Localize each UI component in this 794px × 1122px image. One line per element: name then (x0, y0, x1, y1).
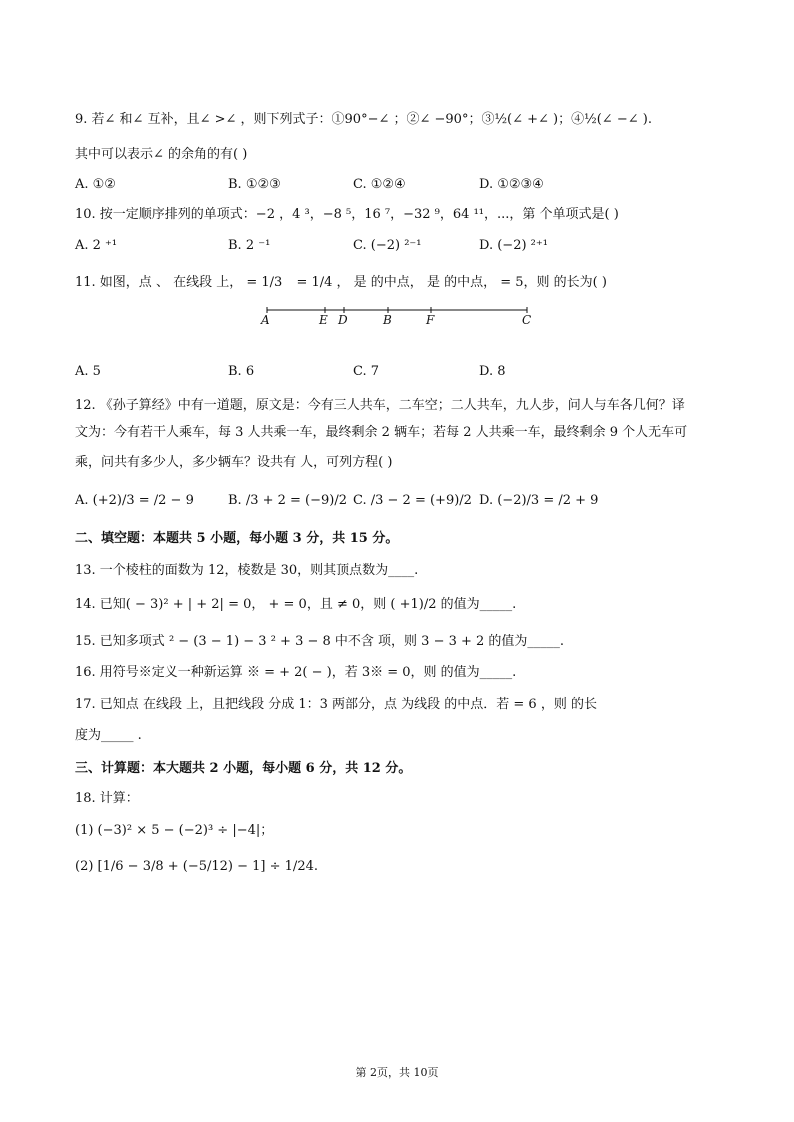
point-label-a: A (261, 313, 270, 327)
q13: 13. 一个棱柱的面数为 12，棱数是 30，则其顶点数为____. (75, 563, 419, 578)
q14: 14. 已知( − 3)² + | + 2| = 0， + = 0，且 ≠ 0，则 ( +1)/2 的值为_____. (75, 597, 517, 612)
q11-text-c: = 1/4 (296, 275, 333, 290)
q15: 15. 已知多项式 ² − (3 − 1) − 3 ² + 3 − 8 中不含 项，则 3 − 3 + 2 的值为_____. (75, 634, 565, 649)
q9-option-c: C. ①②④ (353, 177, 406, 192)
q18-title: 18. 计算： (75, 791, 139, 806)
q12-line2: 文为：今有若干人乘车，每 3 人共乘一车，最终剩余 2 辆车；若每 2 人共乘一车，最终剩余 9 个人无车可 (75, 425, 688, 440)
q12-option-d: D. (−2)/3 = /2 + 9 (479, 493, 599, 508)
q18-part1: (1) (−3)² × 5 − (−2)³ ÷ |−4|； (75, 823, 274, 838)
q10-option-d: D. (−2) ²⁺¹ (479, 238, 548, 253)
q12-option-b: B. /3 + 2 = (−9)/2 (228, 493, 348, 508)
point-label-d: D (338, 313, 348, 327)
q9-line1: 9. 若∠ 和∠ 互补，且∠ >∠ ，则下列式子：①90°−∠ ；②∠ −90°；③½(∠ +∠ )；④½(∠ −∠ ). (75, 112, 652, 127)
q11-option-a: A. 5 (75, 364, 101, 379)
q10-option-b: B. 2 ⁻¹ (228, 238, 271, 253)
q16: 16. 用符号※定义一种新运算 ※ = + 2( − )，若 3※ = 0，则 的值为_____. (75, 665, 517, 680)
q17-line2: 度为_____ . (75, 728, 142, 743)
q9-option-d: D. ①②③④ (479, 177, 544, 192)
q12-option-c: C. /3 − 2 = (+9)/2 (353, 493, 472, 508)
q11-segment-figure (255, 300, 545, 330)
point-label-b: B (383, 313, 392, 327)
q11-text-a: 11. 如图，点 、 在线段 上， (75, 275, 243, 290)
q9-option-b: B. ①②③ (228, 177, 281, 192)
point-label-e: E (319, 313, 328, 327)
q18-part2: (2) [1/6 − 3/8 + (−5/12) − 1] ÷ 1/24. (75, 859, 318, 874)
q10-option-c: C. (−2) ²⁻¹ (353, 238, 422, 253)
section-3-heading: 三、计算题：本大题共 2 小题，每小题 6 分，共 12 分。 (75, 761, 412, 776)
q9-line2: 其中可以表示∠ 的余角的有( ) (75, 147, 248, 162)
q11-option-c: C. 7 (353, 364, 380, 379)
q11-option-b: B. 6 (228, 364, 255, 379)
q11-line1 (75, 274, 607, 292)
q10-line1: 10. 按一定顺序排列的单项式：−2 ，4 ³，−8 ⁵，16 ⁷，−32 ⁹，64 ¹¹，...，第 个单项式是( ) (75, 207, 619, 222)
section-2-heading: 二、填空题：本题共 5 小题，每小题 3 分，共 15 分。 (75, 531, 399, 546)
q11-option-d: D. 8 (479, 364, 506, 379)
q9-option-a: A. ①② (75, 177, 116, 192)
q10-option-a: A. 2 ⁺¹ (75, 238, 118, 253)
q17-line1: 17. 已知点 在线段 上，且把线段 分成 1：3 两部分，点 为线段 的中点．若 = 6 ，则 的长 (75, 697, 597, 712)
q11-text-d: ， 是 的中点， 是 的中点， = 5，则 的长为( ) (336, 275, 607, 290)
q11-text-b: = 1/3 (246, 275, 283, 290)
page-footer: 第 2页，共 10页 (355, 1066, 439, 1079)
point-label-f: F (426, 313, 435, 327)
point-label-c: C (522, 313, 532, 327)
q12-option-a: A. (+2)/3 = /2 − 9 (75, 493, 194, 508)
q12-line3: 乘，问共有多少人，多少辆车？设共有 人，可列方程( ) (75, 455, 393, 470)
q12-line1: 12. 《孙子算经》中有一道题，原文是：今有三人共车，二车空；二人共车，九人步，问人与车各几何？译 (75, 398, 685, 413)
